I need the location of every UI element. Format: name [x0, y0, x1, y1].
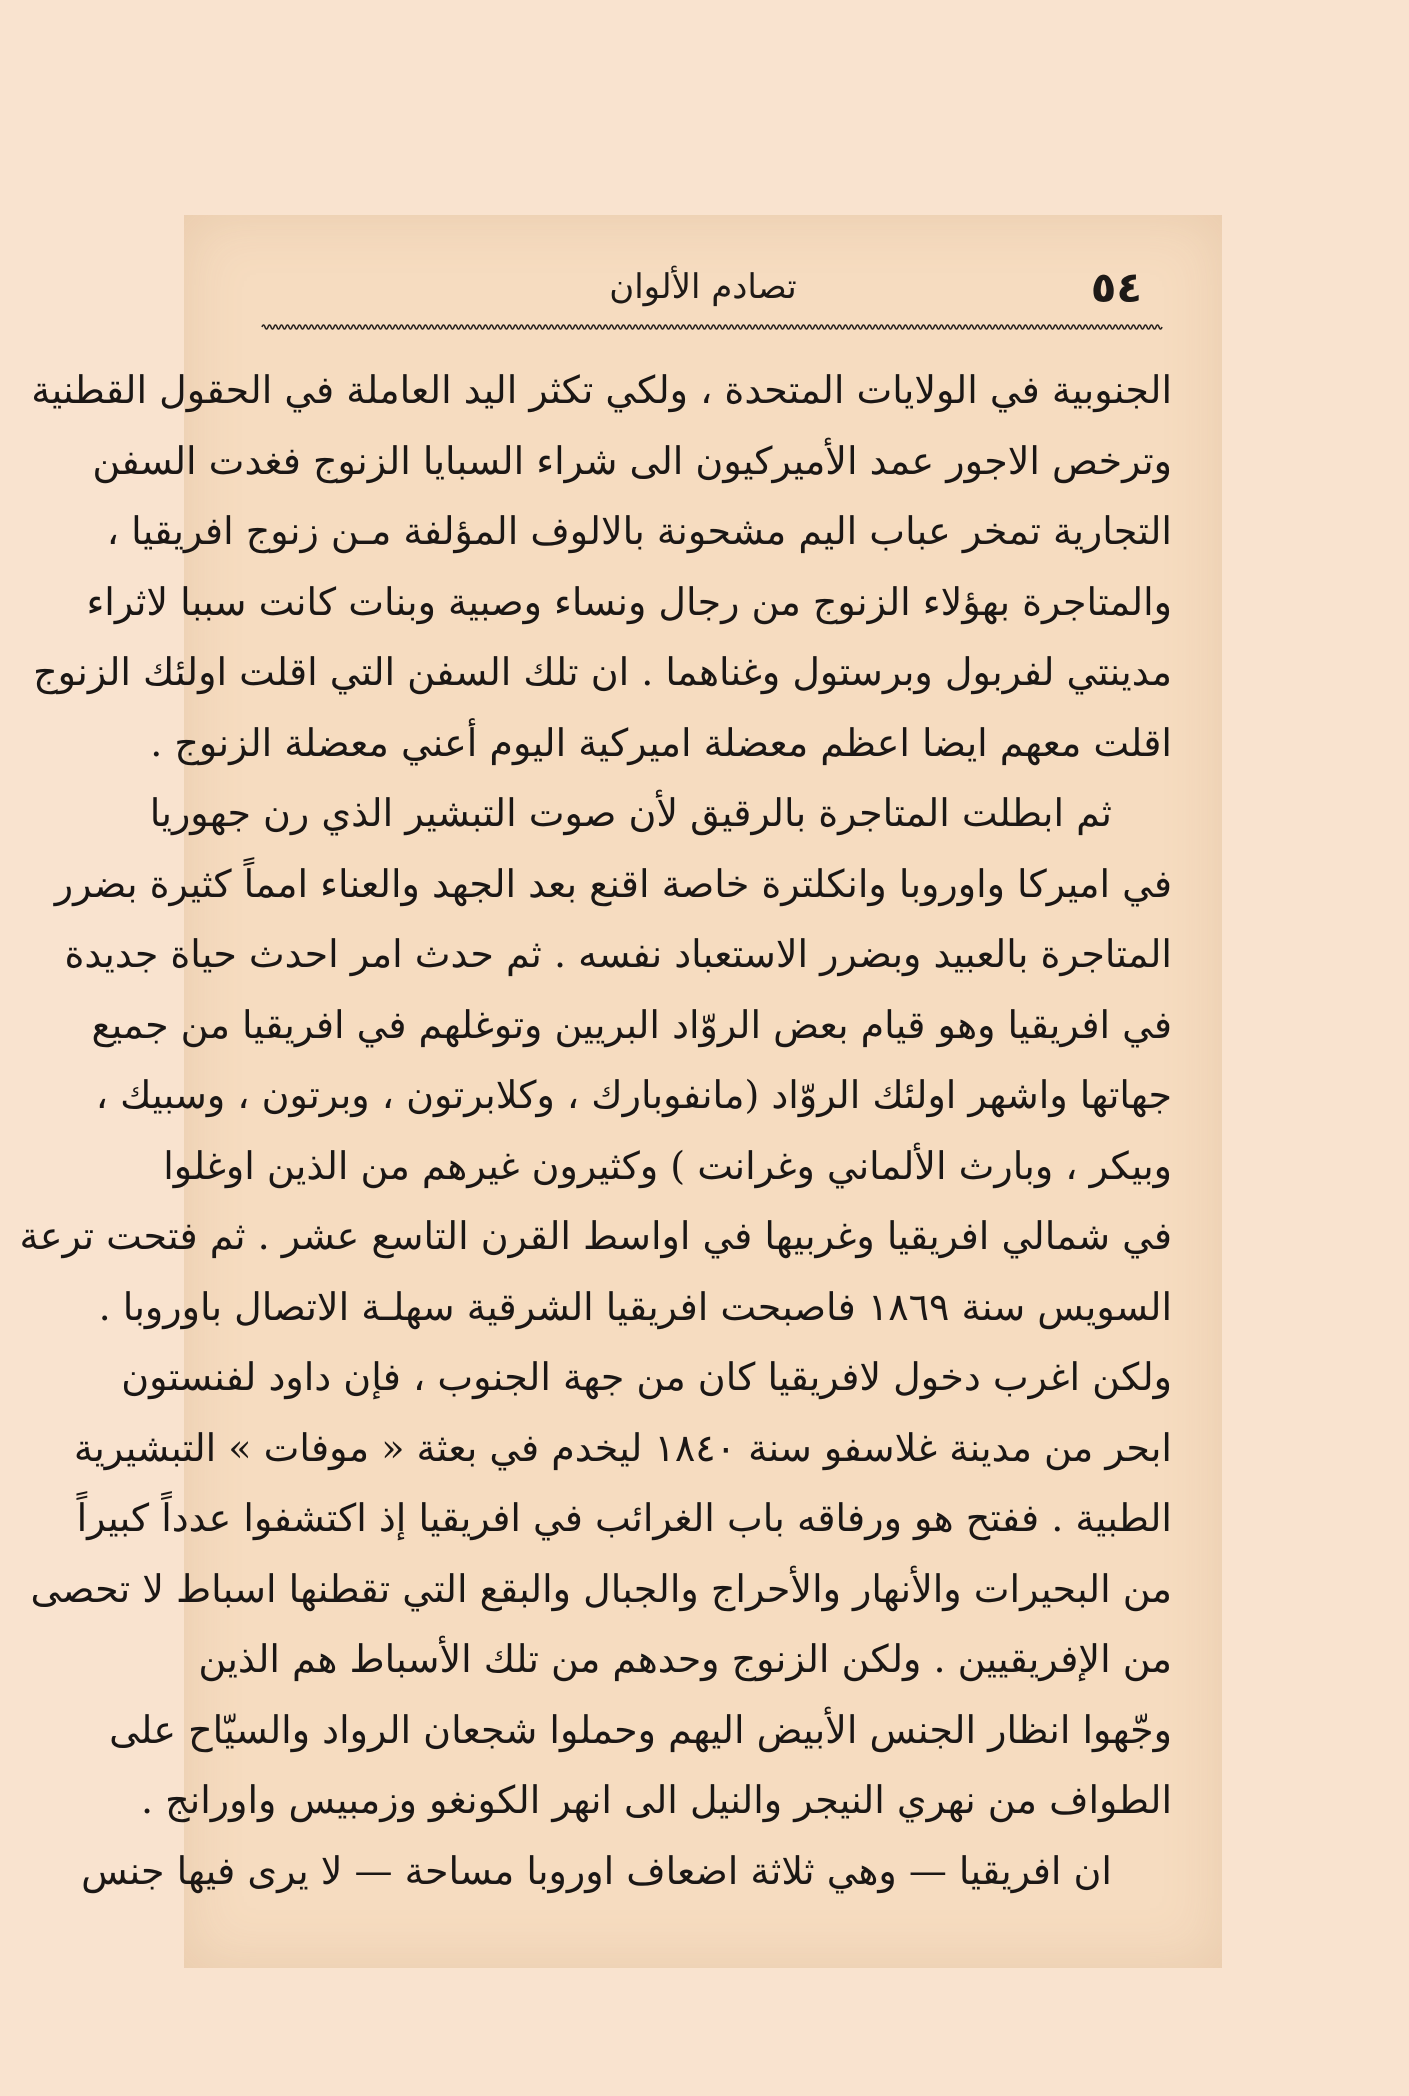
- text-line: ولكن اغرب دخول لافريقيا كان من جهة الجنوب ، فإن داود لفنستون: [121, 1355, 1172, 1399]
- text-line: وترخص الاجور عمد الأميركيون الى شراء السبايا الزنوج فغدت السفن: [92, 438, 1172, 483]
- text-line: مدينتي لفربول وبرستول وغناهما . ان تلك السفن التي اقلت اولئك الزنوج: [33, 650, 1172, 694]
- text-line: في شمالي افريقيا وغربيها في اواسط القرن التاسع عشر . ثم فتحت ترعة: [19, 1214, 1172, 1258]
- book-page: [19, 215, 1222, 1968]
- text-line: من البحيرات والأنهار والأحراج والجبال والبقع التي تقطنها اسباط لا تحصى: [30, 1566, 1172, 1611]
- text-line: الطبية . ففتح هو ورفاقه باب الغرائب في افريقيا إذ اكتشفوا عدداً كبيراً: [76, 1496, 1172, 1540]
- page-number: ٥٤: [1090, 263, 1142, 312]
- text-line: وبيكر ، وبارث الألماني وغرانت ) وكثيرون غيرهم من الذين اوغلوا: [163, 1143, 1172, 1188]
- header-wavy-rule: [262, 322, 1162, 332]
- text-line: ثم ابطلت المتاجرة بالرقيق لأن صوت التبشير الذي رن جهوريا: [149, 791, 1112, 835]
- text-line: في اميركا واوروبا وانكلترة خاصة اقنع بعد الجهد والعناء امماً كثيرة بضرر: [54, 861, 1172, 906]
- text-line: اقلت معهم ايضا اعظم معضلة اميركية اليوم أعني معضلة الزنوج .: [150, 720, 1172, 765]
- page-header: [184, 263, 1222, 323]
- text-line: المتاجرة بالعبيد وبضرر الاستعباد نفسه . ثم حدث امر احدث حياة جديدة: [64, 932, 1172, 976]
- text-line: ابحر من مدينة غلاسفو سنة ١٨٤٠ ليخدم في بعثة « موفات » التبشيرية: [73, 1425, 1172, 1470]
- text-line: ان افريقيا — وهي ثلاثة اضعاف اوروبا مساحة — لا يرى فيها جنس: [81, 1848, 1112, 1893]
- text-line: الطواف من نهري النيجر والنيل الى انهر الكونغو وزمبيس واورانج .: [140, 1778, 1172, 1822]
- text-line: في افريقيا وهو قيام بعض الروّاد البريين وتوغلهم في افريقيا من جميع: [91, 1002, 1172, 1047]
- text-line: من الإفريقيين . ولكن الزنوج وحدهم من تلك الأسباط هم الذين: [198, 1637, 1172, 1681]
- body-text: [19, 355, 1172, 1906]
- text-line: السويس سنة ١٨٦٩ فاصبحت افريقيا الشرقية سهلـة الاتصال باوروبا .: [98, 1284, 1172, 1329]
- text-line: وجّهوا انظار الجنس الأبيض اليهم وحملوا شجعان الرواد والسيّاح على: [109, 1707, 1172, 1752]
- text-line: والمتاجرة بهؤلاء الزنوج من رجال ونساء وصبية وبنات كانت سببا لاثراء: [86, 579, 1172, 624]
- running-title: تصادم الألوان: [609, 267, 797, 307]
- text-line: التجارية تمخر عباب اليم مشحونة بالالوف المؤلفة مـن زنوج افريقيا ،: [106, 509, 1172, 553]
- text-line: جهاتها واشهر اولئك الروّاد (مانفوبارك ، وكلابرتون ، وبرتون ، وسبيك ،: [95, 1073, 1172, 1117]
- text-line: الجنوبية في الولايات المتحدة ، ولكي تكثر اليد العاملة في الحقول القطنية: [31, 368, 1172, 412]
